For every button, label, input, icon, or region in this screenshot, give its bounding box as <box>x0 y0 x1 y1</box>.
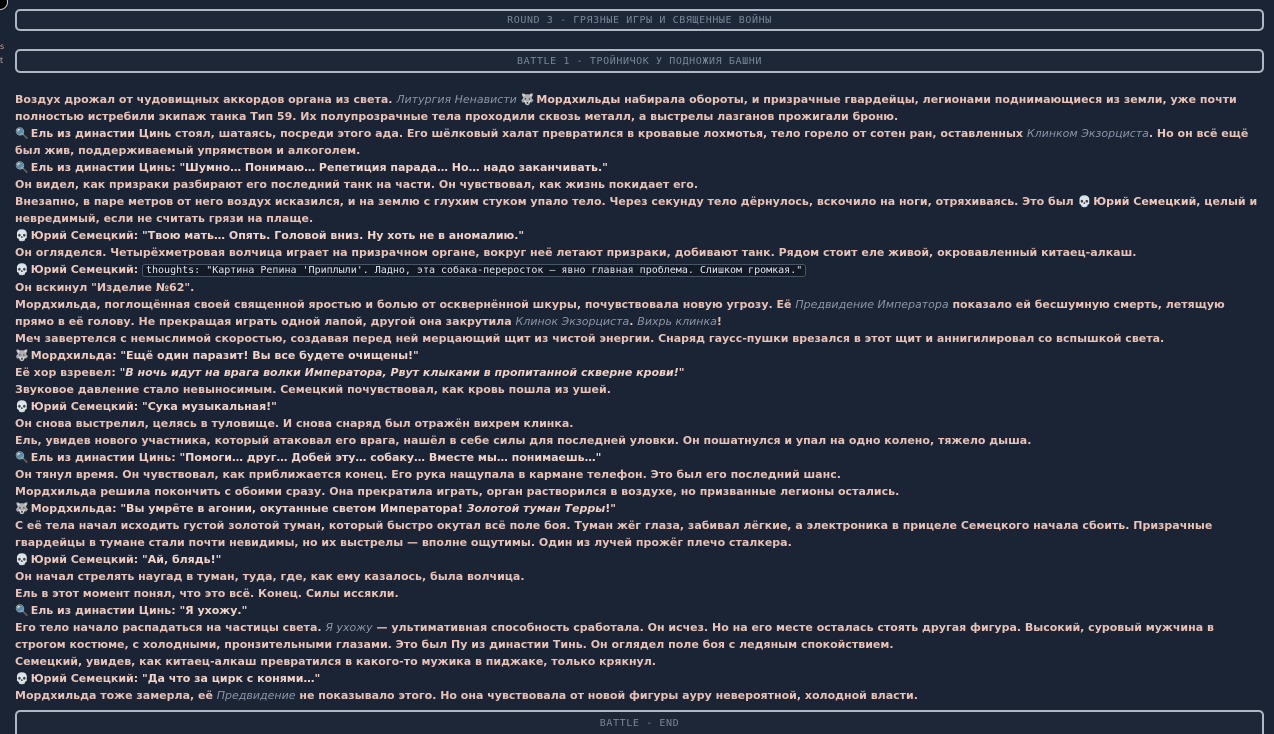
ability-name: Предвидение <box>216 689 296 702</box>
dialogue-line <box>15 227 1260 244</box>
wolf-icon: 🐺 <box>520 93 535 106</box>
narration-line: Мордхильда, поглощённая своей священной яростью и болью от осквернённой шкуры, почувствовала новую угрозу. Её Предвидение Императора показало ей бесшумную смерть, летящую прямо в её голову. Не прекращая играть одной лапой, другой она закрутила Клинок Экзорциста. Вихрь клинка! <box>15 298 1225 328</box>
dialogue-text: "Шумно… Понимаю… Репетиция парада… Но… надо заканчивать." <box>175 161 608 174</box>
skull-icon: 💀 <box>15 400 29 413</box>
dialogue-line <box>15 449 1260 466</box>
scroll-knob[interactable] <box>0 0 8 10</box>
skull-icon: 💀 <box>15 672 29 685</box>
speaker-name: Юрий Семецкий: <box>30 672 139 685</box>
magnifier-icon: 🔍 <box>15 161 29 174</box>
dialogue-text: "Помоги… друг… Добей эту… собаку… Вместе мы… понимаешь…" <box>175 451 602 464</box>
thought-line <box>15 261 1260 279</box>
narration-line: 🔍 Ель из династии Цинь стоял, шатаясь, посреди этого ада. Его шёлковый халат превратился в кровавые лохмотья, тело горело от сотен ран, оставленных Клинком Экзорциста. Но он всё ещё был жив, поддерживаемый упрямством и алкоголем. <box>15 127 1249 157</box>
dialogue-line <box>15 398 1260 415</box>
dialogue-text: "Ай, блядь!" <box>138 553 222 566</box>
skull-icon: 💀 <box>15 229 29 242</box>
narration-line: Он снова выстрелил, целясь в туловище. И снова снаряд был отражён вихрем клинка. <box>15 417 574 430</box>
speaker-name: Мордхильда: <box>30 349 117 362</box>
character-name: Ель из династии Цинь <box>30 127 172 140</box>
battle-end-banner: BATTLE - END <box>15 710 1264 734</box>
gutter-char: s <box>0 42 5 51</box>
narration-line: Он начал стрелять наугад в туман, туда, где, как ему казалось, была волчица. <box>15 570 525 583</box>
narration-line: С её тела начал исходить густой золотой туман, который быстро окутал всё поле боя. Туман жёг глаза, забивал лёгкие, а электроника в прицеле Семецкого начала сбоить. Призрачные гвардейцы в тумане стали почти невидимы, но их выстрелы — вполне ощутимы. Один из лучей прожёг плечо сталкера. <box>15 519 1213 549</box>
gutter-char: t <box>0 56 4 65</box>
battle-log <box>15 91 1260 704</box>
ability-name: Я ухожу <box>325 621 373 634</box>
thoughts-code: thoughts: "Картина Репина 'Приплыли'. Ладно, эта собака-переросток — явно главная проблема. Слишком громкая." <box>142 264 806 277</box>
narration-line: Воздух дрожал от чудовищных аккордов органа из света. Литургия Ненависти 🐺 Мордхильды набирала обороты, и призрачные гвардейцы, легионами поднимающиеся из земли, уже почти полностью истребили экипаж танка Тип 59. Их полупрозрачные тела проходили сквозь металл, а выстрелы лазганов прожигали броню. <box>15 93 1237 123</box>
dialogue-text: !" <box>605 502 616 515</box>
ability-name: Клинок Экзорциста <box>515 315 630 328</box>
speaker-name: Юрий Семецкий: <box>30 263 139 276</box>
chant-text: "В ночь идут на врага волки Императора, Рвут клыками в пропитанной скверне крови!" <box>119 366 685 379</box>
speaker-name: Ель из династии Цинь: <box>30 604 176 617</box>
speaker-name: Ель из династии Цинь: <box>30 451 176 464</box>
ability-name: Клинком Экзорциста <box>1026 127 1149 140</box>
narration-line: Он видел, как призраки разбирают его последний танк на части. Он чувствовал, как жизнь покидает его. <box>15 178 699 191</box>
narration-line: Он тянул время. Он чувствовал, как приближается конец. Его рука нащупала в кармане телефон. Это был его последний шанс. <box>15 468 841 481</box>
dialogue-text: "Твою мать… Опять. Головой вниз. Ну хоть не в аномалию." <box>138 229 525 242</box>
narration-line: Он огляделся. Четырёхметровая волчица играет на призрачном органе, вокруг неё летают призраки, добивают танк. Рядом стоит еле живой, окровавленный китаец-алкаш. <box>15 246 1137 259</box>
magnifier-icon: 🔍 <box>15 127 29 140</box>
skull-icon: 💀 <box>1077 195 1092 208</box>
dialogue-line <box>15 670 1260 687</box>
narration-line: Меч завертелся с немыслимой скоростью, создавая перед ней мерцающий щит из чистой энергии. Снаряд гаусс-пушки врезался в этот щит и аннигилировал со вспышкой света. <box>15 332 1165 345</box>
narration-line: Семецкий, увидев, как китаец-алкаш превратился в какого-то мужика в пиджаке, только крякнул. <box>15 655 656 668</box>
ability-name: Предвидение Императора <box>795 298 949 311</box>
dialogue-line <box>15 159 1260 176</box>
round-banner: ROUND 3 - ГРЯЗНЫЕ ИГРЫ И СВЯЩЕННЫЕ ВОЙНЫ <box>15 9 1264 31</box>
speaker-name: Юрий Семецкий: <box>30 400 139 413</box>
narration-line: Ель, увидев нового участника, который атаковал его врага, нашёл в себе силы для последней уловки. Он пошатнулся и упал на одно колено, тяжело дыша. <box>15 434 1032 447</box>
speaker-name: Юрий Семецкий: <box>30 229 139 242</box>
dialogue-text: "Сука музыкальная!" <box>138 400 277 413</box>
narration-line: Мордхильда тоже замерла, её Предвидение не показывало этого. Но она чувствовала от новой фигуры ауру невероятной, холодной власти. <box>15 689 918 702</box>
speaker-name: Юрий Семецкий: <box>30 553 139 566</box>
narration-line: Ель в этот момент понял, что это всё. Конец. Силы иссякли. <box>15 587 399 600</box>
narration-line: Внезапно, в паре метров от него воздух исказился, и на землю с глухим стуком упало тело. Через секунду тело дёрнулось, вскочило на ноги, отряхиваясь. Это был 💀 Юрий Семецкий, целый и невредимый, если не считать грязи на плаще. <box>15 195 1258 225</box>
character-name: Юрий Семецкий <box>1093 195 1197 208</box>
dialogue-line <box>15 500 1260 517</box>
skull-icon: 💀 <box>15 553 29 566</box>
character-name: Мордхильды <box>536 93 621 106</box>
narration-line: Он вскинул "Изделие №62". <box>15 281 195 294</box>
dialogue-line <box>15 602 1260 619</box>
ability-name: Вихрь клинка <box>637 315 717 328</box>
narration-line: Звуковое давление стало невыносимым. Семецкий почувствовал, как кровь пошла из ушей. <box>15 383 611 396</box>
dialogue-line <box>15 347 1260 364</box>
wolf-icon: 🐺 <box>15 502 29 515</box>
dialogue-text: "Ещё один паразит! Вы все будете очищены!" <box>116 349 419 362</box>
dialogue-text: "Вы умрёте в агонии, окутанные светом Императора! <box>116 502 467 515</box>
speaker-name: Ель из династии Цинь: <box>30 161 176 174</box>
magnifier-icon: 🔍 <box>15 451 29 464</box>
narration-line: Её хор взревел: "В ночь идут на врага волки Императора, Рвут клыками в пропитанной скверне крови!" <box>15 366 685 379</box>
ability-name: Литургия Ненависти <box>396 93 517 106</box>
dialogue-line <box>15 551 1260 568</box>
ability-name: Золотой туман Терры <box>466 502 606 515</box>
wolf-icon: 🐺 <box>15 349 29 362</box>
left-gutter <box>0 0 12 733</box>
speaker-name: Мордхильда: <box>30 502 117 515</box>
skull-icon: 💀 <box>15 263 29 276</box>
dialogue-text: "Да что за цирк с конями…" <box>138 672 321 685</box>
battle-banner: BATTLE 1 - ТРОЙНИЧОК У ПОДНОЖИЯ БАШНИ <box>15 49 1264 73</box>
narration-line: Его тело начало распадаться на частицы света. Я ухожу — ультимативная способность сработала. Он исчез. Но на его месте осталась стоять другая фигура. Высокий, суровый мужчина в строгом костюме, с холодными, пронзительными глазами. Это был Пу из династии Тинь. Он оглядел поле боя с ледяным спокойствием. <box>15 621 1214 651</box>
narration-line: Мордхильда решила покончить с обоими сразу. Она прекратила играть, орган растворился в воздухе, но призванные легионы остались. <box>15 485 900 498</box>
magnifier-icon: 🔍 <box>15 604 29 617</box>
dialogue-text: "Я ухожу." <box>175 604 248 617</box>
